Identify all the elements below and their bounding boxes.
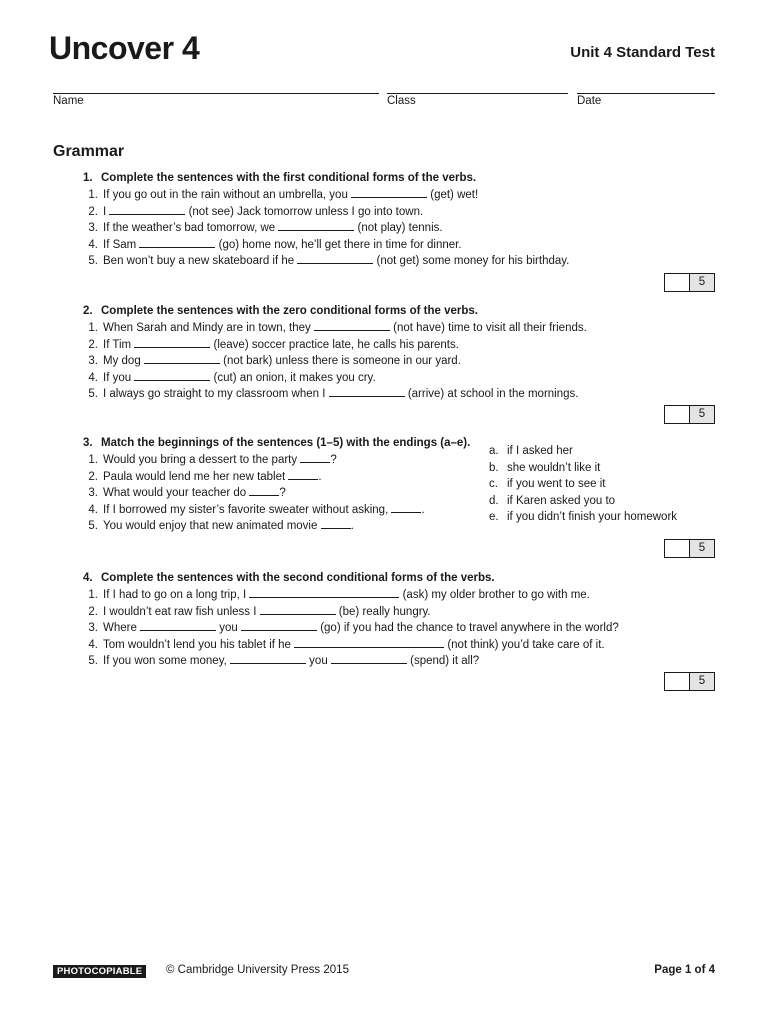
item-text: (not play) tennis. (354, 222, 443, 235)
ending-letter: c. (489, 478, 498, 491)
list-item (83, 386, 723, 403)
list-item (83, 637, 723, 654)
list-item (83, 204, 723, 221)
score-points: 5 (690, 274, 714, 291)
item-text: If I borrowed my sister’s favorite sweater without asking, (103, 503, 392, 516)
item-text: If the weather’s bad tomorrow, we (103, 222, 279, 235)
answer-blank[interactable] (297, 253, 373, 264)
ending-text: if you didn’t finish your homework (507, 511, 678, 524)
item-text: (cut) an onion, it makes you cry. (210, 371, 376, 384)
ending-text: she wouldn’t like it (507, 461, 601, 474)
answer-blank[interactable] (140, 620, 216, 631)
exercise-2 (83, 303, 723, 403)
item-number: 5. (88, 388, 98, 401)
item-text: ? (330, 454, 337, 466)
item-text: I wouldn’t eat raw fish unless I (103, 605, 260, 618)
answer-blank[interactable] (288, 469, 318, 480)
exercise-number: 1. (83, 172, 93, 184)
item-text: . (421, 503, 425, 516)
item-number: 4. (88, 638, 98, 651)
instruction-text: Match the beginnings of the sentences (1–5) with the endings (a–e). (101, 437, 471, 449)
item-text: (not bark) unless there is someone in our yard. (219, 355, 461, 368)
answer-blank[interactable] (331, 653, 407, 664)
list-item (83, 587, 723, 604)
list-item (83, 370, 723, 387)
ending-text: if you went to see it (507, 478, 606, 491)
instruction-text: Complete the sentences with the first conditional forms of the verbs. (101, 172, 477, 184)
list-item (83, 353, 723, 370)
item-text: (leave) soccer practice late, he calls his parents. (210, 338, 459, 351)
answer-blank[interactable] (249, 587, 399, 598)
list-item (83, 604, 723, 621)
ending-text: if Karen asked you to (507, 494, 616, 507)
item-text: (not have) time to visit all their friends. (389, 322, 587, 334)
item-number: 1. (88, 322, 98, 334)
item-text: you (216, 622, 242, 635)
answer-blank[interactable] (321, 518, 351, 529)
item-text: Would you bring a dessert to the party (103, 454, 301, 466)
item-number: 3. (88, 222, 98, 235)
item-text: . (318, 470, 322, 483)
list-item (83, 337, 723, 354)
answer-blank[interactable] (241, 620, 317, 631)
ending-letter: d. (489, 494, 499, 507)
item-number: 1. (88, 454, 98, 466)
exercise-number: 4. (83, 572, 93, 584)
ending-item (489, 493, 677, 510)
item-number: 4. (88, 503, 98, 516)
answer-blank[interactable] (139, 237, 215, 248)
item-number: 1. (88, 189, 98, 201)
item-text: If you won some money, (103, 655, 230, 668)
ending-letter: b. (489, 461, 499, 474)
item-list (83, 187, 723, 270)
item-text: ? (279, 487, 286, 500)
answer-blank[interactable] (109, 204, 185, 215)
item-text: If you (103, 371, 135, 384)
item-text: I always go straight to my classroom when I (103, 388, 329, 401)
exercise-number: 2. (83, 305, 93, 317)
instruction-text: Complete the sentences with the zero conditional forms of the verbs. (101, 305, 479, 317)
page-number: Page 1 of 4 (654, 964, 715, 976)
item-number: 4. (88, 238, 98, 251)
score-box (664, 672, 715, 691)
list-item (83, 620, 723, 637)
ending-item (489, 443, 677, 460)
answer-blank[interactable] (134, 370, 210, 381)
list-item (83, 187, 723, 204)
item-text: . (350, 520, 354, 533)
exercise-number: 3. (83, 437, 93, 449)
item-text: What would your teacher do (103, 487, 250, 500)
item-number: 2. (88, 470, 98, 483)
item-number: 4. (88, 371, 98, 384)
answer-blank[interactable] (260, 604, 336, 615)
item-text: (spend) it all? (406, 655, 480, 668)
item-text: If you go out in the rain without an umbrella, you (103, 189, 352, 201)
answer-blank[interactable] (314, 320, 390, 331)
class-field[interactable] (387, 93, 568, 107)
item-number: 2. (88, 205, 98, 218)
ending-text: if I asked her (507, 445, 573, 457)
item-number: 3. (88, 355, 98, 368)
item-text: Ben won’t buy a new skateboard if he (103, 255, 298, 268)
answer-blank[interactable] (391, 502, 421, 513)
exercise-3 (83, 435, 723, 535)
answer-blank[interactable] (300, 452, 330, 463)
instruction-text: Complete the sentences with the second conditional forms of the verbs. (101, 572, 495, 584)
list-item (83, 237, 723, 254)
list-item (83, 320, 723, 337)
answer-blank[interactable] (278, 220, 354, 231)
list-item (83, 220, 723, 237)
photocopiable-badge: PHOTOCOPIABLE (53, 965, 146, 978)
ending-item (489, 476, 677, 493)
exercise-instruction (83, 170, 723, 187)
score-points: 5 (690, 406, 714, 423)
item-text: Where (103, 622, 141, 635)
date-label: Date (577, 95, 602, 107)
ending-letter: a. (489, 445, 499, 457)
answer-blank[interactable] (351, 187, 427, 198)
item-text: If Tim (103, 338, 135, 351)
class-label: Class (387, 95, 416, 107)
copyright-text: © Cambridge University Press 2015 (166, 964, 349, 976)
item-number: 5. (88, 655, 98, 668)
item-text: When Sarah and Mindy are in town, they (103, 322, 314, 334)
item-text: (get) wet! (427, 189, 479, 201)
answer-blank[interactable] (144, 353, 220, 364)
score-points: 5 (690, 673, 714, 690)
list-item (83, 653, 723, 670)
item-text: (not see) Jack tomorrow unless I go into town. (185, 205, 424, 218)
item-text: You would enjoy that new animated movie (103, 520, 321, 533)
item-text: If I had to go on a long trip, I (103, 589, 250, 601)
item-list (83, 587, 723, 670)
item-text: Tom wouldn’t lend you his tablet if he (103, 638, 295, 651)
item-text: (go) if you had the chance to travel anywhere in the world? (317, 622, 619, 635)
test-subtitle: Unit 4 Standard Test (570, 44, 715, 61)
item-number: 2. (88, 605, 98, 618)
item-number: 3. (88, 487, 98, 500)
list-item (83, 253, 723, 270)
item-text: Paula would lend me her new tablet (103, 470, 289, 483)
name-label: Name (53, 95, 84, 107)
score-points: 5 (690, 540, 714, 557)
item-number: 5. (88, 520, 98, 533)
item-text: you (305, 655, 331, 668)
exercise-4 (83, 570, 723, 670)
answer-blank[interactable] (329, 386, 405, 397)
date-field[interactable] (577, 93, 715, 107)
item-text: (not think) you’d take care of it. (444, 638, 605, 651)
document-title: Uncover 4 (49, 30, 200, 66)
item-text: If Sam (103, 238, 140, 251)
exercise-instruction (83, 570, 723, 587)
answer-blank[interactable] (294, 637, 444, 648)
item-text: (go) home now, he’ll get there in time for dinner. (215, 238, 462, 251)
item-number: 2. (88, 338, 98, 351)
item-number: 5. (88, 255, 98, 268)
exercise-1 (83, 170, 723, 270)
item-text: (be) really hungry. (335, 605, 431, 618)
score-box (664, 405, 715, 424)
score-input[interactable] (665, 274, 690, 291)
section-title: Grammar (53, 143, 125, 160)
item-number: 3. (88, 622, 98, 635)
answer-blank[interactable] (134, 337, 210, 348)
item-list (83, 320, 723, 403)
exercise-instruction (83, 303, 723, 320)
score-box (664, 273, 715, 292)
item-text: (arrive) at school in the mornings. (404, 388, 579, 401)
item-text: My dog (103, 355, 144, 368)
item-number: 1. (88, 589, 98, 601)
score-box (664, 539, 715, 558)
ending-item (489, 460, 677, 477)
score-input[interactable] (665, 673, 690, 690)
item-text: (not get) some money for his birthday. (373, 255, 570, 268)
ending-letter: e. (489, 511, 499, 524)
score-input[interactable] (665, 406, 690, 423)
answer-blank[interactable] (249, 485, 279, 496)
endings-list (489, 443, 677, 526)
item-text: I (103, 205, 110, 218)
ending-item (489, 509, 677, 526)
score-input[interactable] (665, 540, 690, 557)
name-field[interactable] (53, 93, 379, 107)
item-text: (ask) my older brother to go with me. (399, 589, 590, 601)
answer-blank[interactable] (230, 653, 306, 664)
